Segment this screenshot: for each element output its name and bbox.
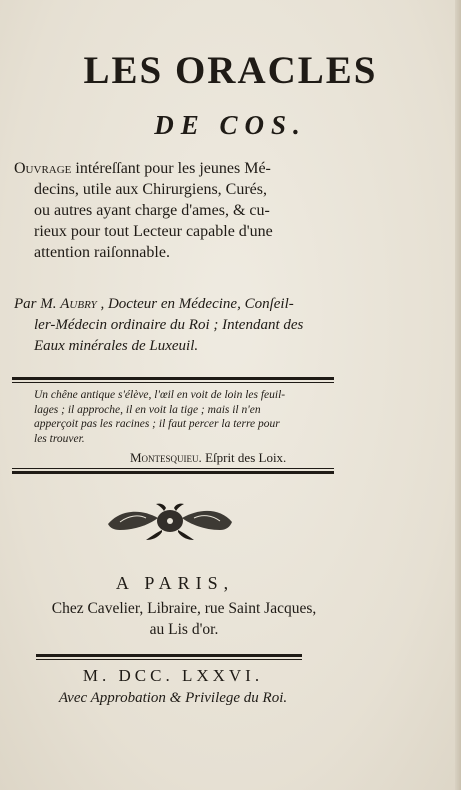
description-line-2: decins, utile aux Chirurgiens, Curés, [34, 181, 267, 198]
author-block [14, 294, 344, 357]
imprint-publisher [4, 598, 364, 640]
epigraph-line-2: lages ; il approche, il en voit la tige ; mais il n'en [34, 403, 261, 416]
divider-top-thin [12, 382, 334, 383]
divider-bottom-thick [12, 471, 334, 474]
description-line-5: attention raiſonnable. [34, 244, 170, 261]
divider-imprint-thin [36, 659, 302, 660]
author-title: , Docteur en Médecine, Conſeil- [96, 296, 294, 312]
attribution-author: Montesquieu. [130, 450, 202, 465]
epigraph-line-3: apperçoit pas les racines ; il faut percer la terre pour [34, 418, 280, 430]
publisher-line-2: au Lis d'or. [149, 621, 219, 638]
epigraph-line-1: Un chêne antique s'élève, l'œil en voit de loin les feuil- [34, 389, 286, 401]
description-line-3: ou autres ayant charge d'ames, & cu- [34, 202, 270, 219]
divider-bottom-thin [12, 468, 334, 469]
author-name: Aubry [60, 296, 97, 312]
description-lead: Ouvrage [14, 160, 72, 177]
divider-top-thick [12, 377, 334, 380]
publication-date: M. DCC. LXXVI. [82, 666, 264, 685]
book-description [14, 158, 346, 263]
description-line-1: intéreſſant pour les jeunes Mé- [71, 160, 271, 177]
author-line-1 [14, 294, 344, 315]
epigraph-line-4: les trouver. [34, 432, 85, 445]
imprint-place: A PARIS, [115, 573, 235, 593]
leaf-ornament-icon [100, 500, 240, 544]
attribution-work: Eſprit des Loix. [201, 450, 287, 465]
epigraph [34, 388, 338, 446]
book-subtitle: DE COS. [154, 110, 307, 140]
author-line-2: ler-Médecin ordinaire du Roi ; Intendant des [34, 317, 304, 333]
author-prefix: Par M. [14, 296, 61, 312]
divider-imprint-thick [36, 654, 302, 657]
publisher-line-1: Chez Cavelier, Libraire, rue Saint Jacques, [51, 600, 317, 617]
author-line-3: Eaux minérales de Luxeuil. [34, 338, 199, 354]
description-line-4: rieux pour tout Lecteur capable d'une [34, 223, 273, 240]
book-title: LES ORACLES [83, 49, 378, 92]
epigraph-attribution [130, 450, 286, 466]
description-line [14, 158, 346, 179]
royal-privilege: Avec Approbation & Privilege du Roi. [58, 690, 288, 706]
